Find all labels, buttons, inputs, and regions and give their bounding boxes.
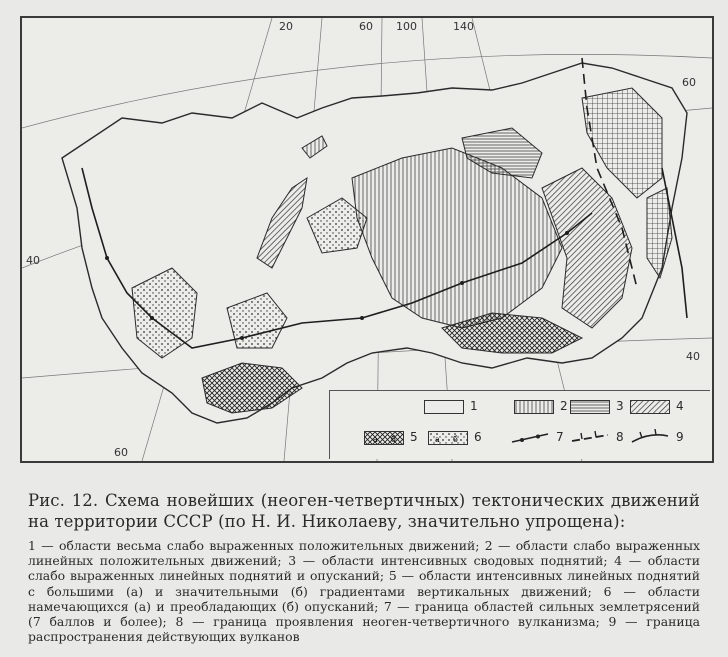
legend-sub-b: б (453, 435, 458, 444)
legend-number: 9 (676, 430, 684, 444)
legend-swatch-diagonal-lines (630, 400, 670, 414)
graticule-label: 20 (279, 20, 293, 33)
figure-caption (28, 490, 700, 644)
legend-item-8 (570, 429, 630, 447)
legend-number: 7 (556, 430, 564, 444)
graticule-label: 60 (682, 76, 696, 89)
legend-swatch-crosshatch (364, 431, 404, 445)
graticule-label: 60 (114, 446, 128, 459)
legend-number: 8 (616, 430, 624, 444)
caption-legend-text: 1 — области весьма слабо выраженных положительных движений; 2 — области слабо выраженных линейных положительных движений; 3 — области интенсивных сводовых поднятий; 4 — области слабо выраженных линейных поднятий и опусканий; 5 — области интенсивных линейных поднятий с большими (а) и значительными (б) градиентами вертикальных движений; 6 — области намечающихся (а) и преобладающих (б) опусканий; 7 — граница областей сильных землетрясений (7 баллов и более); 8 — граница проявления неоген-четвертичного вулканизма; 9 — граница распространения действующих вулканов (28, 538, 700, 645)
legend-item-6 (428, 429, 488, 447)
legend-swatch-horizontal-lines (570, 400, 610, 414)
legend-item-1 (424, 398, 484, 416)
legend-item-9 (630, 429, 690, 447)
graticule-label: 40 (686, 350, 700, 363)
legend-number: 2 (560, 399, 568, 413)
legend-item-7 (510, 429, 570, 447)
legend-item-5 (364, 429, 424, 447)
graticule-label: 140 (453, 20, 474, 33)
legend-symbol-line-with-dots (510, 429, 552, 447)
legend-number: 6 (474, 430, 482, 444)
legend-swatch-vertical-lines (514, 400, 554, 414)
legend-number: 5 (410, 430, 418, 444)
map-legend (329, 390, 710, 459)
legend-symbol-dashed-ticks (570, 429, 612, 447)
map-frame (20, 16, 714, 463)
graticule-label: 40 (26, 254, 40, 267)
legend-symbol-line-with-ticks (630, 429, 672, 447)
legend-item-4 (630, 398, 690, 416)
legend-number: 1 (470, 399, 478, 413)
graticule-label: 100 (396, 20, 417, 33)
legend-item-3 (570, 398, 630, 416)
legend-swatch-blank (424, 400, 464, 414)
legend-number: 3 (616, 399, 624, 413)
legend-sub-a: а (435, 435, 440, 444)
caption-title: Рис. 12. Схема новейших (неоген-четвертичных) тектонических движений на территории СССР (по Н. И. Николаеву, значительно упрощена): (28, 491, 700, 531)
graticule-label: 60 (359, 20, 373, 33)
legend-sub-a: а (373, 435, 378, 444)
legend-sub-b: б (391, 435, 396, 444)
legend-item-2 (514, 398, 574, 416)
legend-number: 4 (676, 399, 684, 413)
legend-swatch-dots (428, 431, 468, 445)
